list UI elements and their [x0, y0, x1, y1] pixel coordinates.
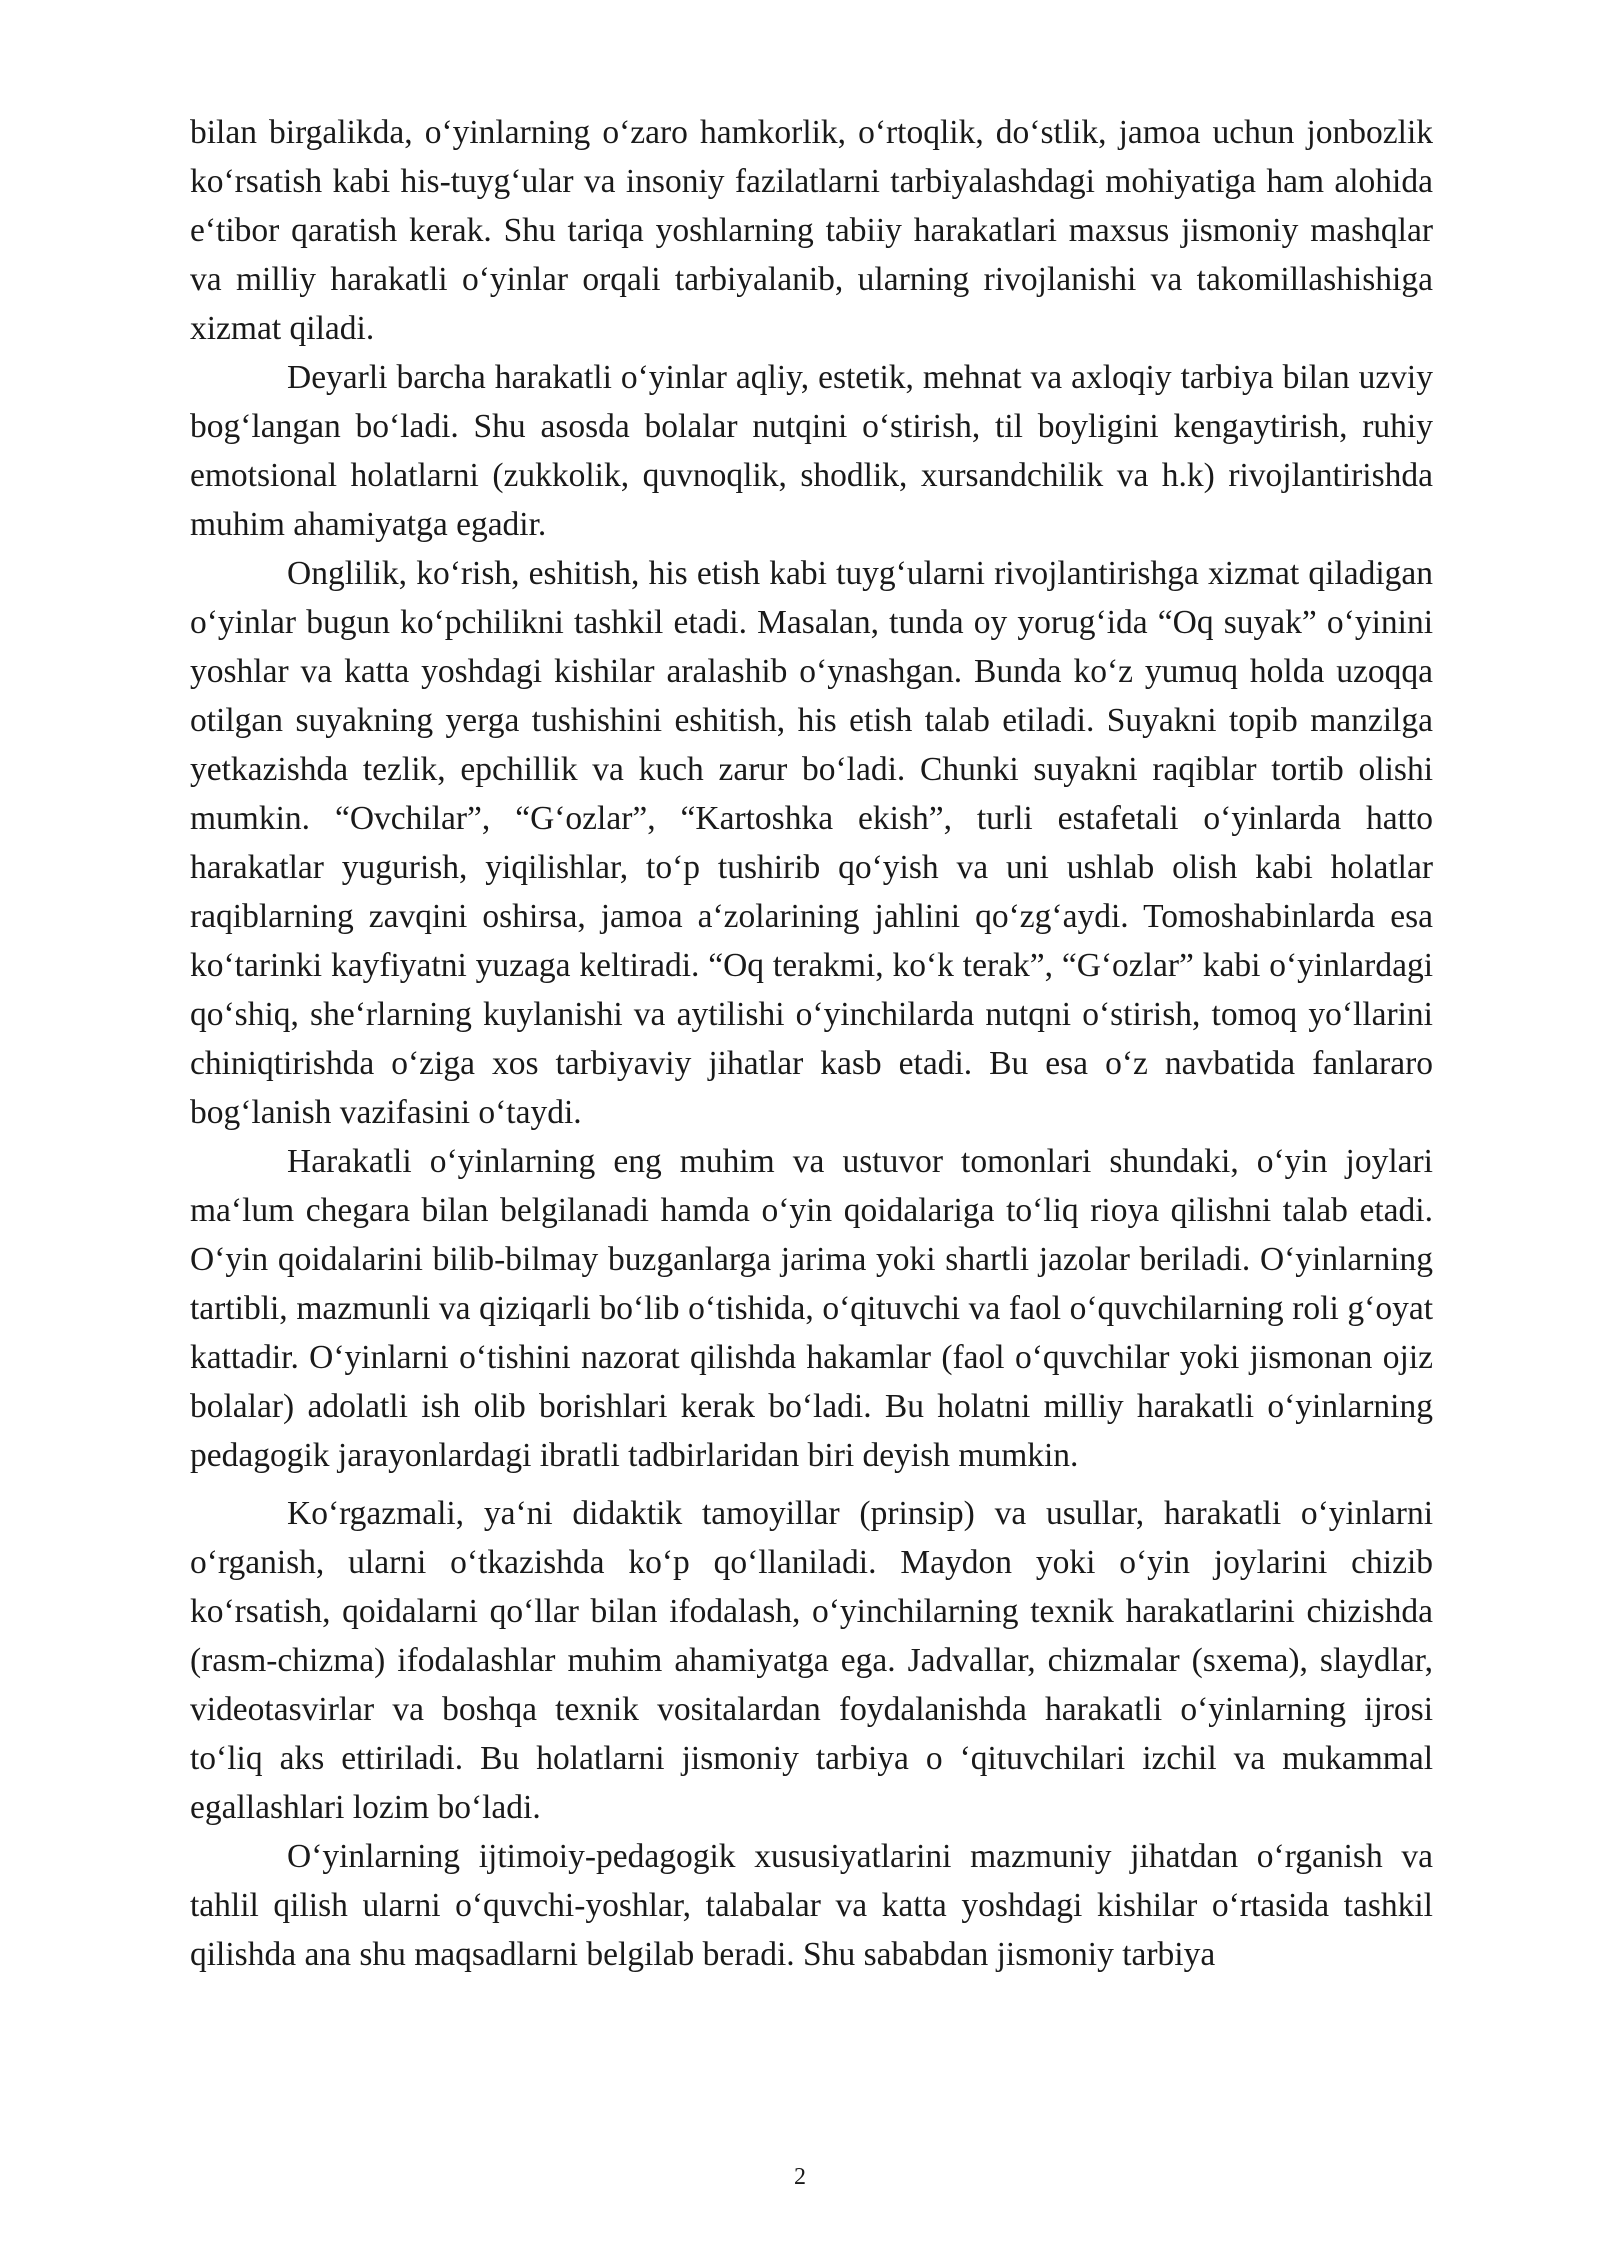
- paragraph-6: O‘yinlarning ijtimoiy-pedagogik xususiyatlarini mazmuniy jihatdan o‘rganish va tahlil qilish ularni o‘quvchi-yoshlar, talabalar va katta yoshdagi kishilar o‘rtasida tashkil qilishda ana shu maqsadlarni belgilab beradi. Shu sababdan jismoniy tarbiya: [190, 1838, 1433, 1973]
- paragraph-2: Deyarli barcha harakatli o‘yinlar aqliy, estetik, mehnat va axloqiy tarbiya bilan uzviy bog‘langan bo‘ladi. Shu asosda bolalar nutqini o‘stirish, til boyligini kengaytirish, ruhiy emotsional holatlarni (zukkolik, quvnoqlik, shodlik, xursandchilik va h.k) rivojlantirishda muhim ahamiyatga egadir.: [190, 359, 1433, 543]
- paragraph-3: Onglilik, ko‘rish, eshitish, his etish kabi tuyg‘ularni rivojlantirishga xizmat qiladigan o‘yinlar bugun ko‘pchilikni tashkil etadi. Masalan, tunda oy yorug‘ida “Oq suyak” o‘yinini yoshlar va katta yoshdagi kishilar aralashib o‘ynashgan. Bunda ko‘z yumuq holda uzoqqa otilgan suyakning yerga tushishini eshitish, his etish talab etiladi. Suyakni topib manzilga yetkazishda tezlik, epchillik va kuch zarur bo‘ladi. Chunki suyakni raqiblar tortib olishi mumkin. “Ovchilar”, “G‘ozlar”, “Kartoshka ekish”, turli estafetali o‘yinlarda hatto harakatlar yugurish, yiqilishlar, to‘p tushirib qo‘yish va uni ushlab olish kabi holatlar raqiblarning zavqini oshirsa, jamoa a‘zolarining jahlini qo‘zg‘aydi. Tomoshabinlarda esa ko‘tarinki kayfiyatni yuzaga keltiradi. “Oq terakmi, ko‘k terak”, “G‘ozlar” kabi o‘yinlardagi qo‘shiq, she‘rlarning kuylanishi va aytilishi o‘yinchilarda nutqni o‘stirish, tomoq yo‘llarini chiniqtirishda o‘ziga xos tarbiyaviy jihatlar kasb etadi. Bu esa o‘z navbatida fanlararo bog‘lanish vazifasini o‘taydi.: [190, 555, 1433, 1131]
- paragraph-4: Harakatli o‘yinlarning eng muhim va ustuvor tomonlari shundaki, o‘yin joylari ma‘lum chegara bilan belgilanadi hamda o‘yin qoidalariga to‘liq rioya qilishni talab etadi. O‘yin qoidalarini bilib-bilmay buzganlarga jarima yoki shartli jazolar beriladi. O‘yinlarning tartibli, mazmunli va qiziqarli bo‘lib o‘tishida, o‘qituvchi va faol o‘quvchilarning roli g‘oyat kattadir. O‘yinlarni o‘tishini nazorat qilishda hakamlar (faol o‘quvchilar yoki jismonan ojiz bolalar) adolatli ish olib borishlari kerak bo‘ladi. Bu holatni milliy harakatli o‘yinlarning pedagogik jarayonlardagi ibratli tadbirlaridan biri deyish mumkin.: [190, 1143, 1433, 1474]
- paragraph-5: Ko‘rgazmali, ya‘ni didaktik tamoyillar (prinsip) va usullar, harakatli o‘yinlarni o‘rganish, ularni o‘tkazishda ko‘p qo‘llaniladi. Maydon yoki o‘yin joylarini chizib ko‘rsatish, qoidalarni qo‘llar bilan ifodalash, o‘yinchilarning texnik harakatlarini chizishda (rasm-chizma) ifodalashlar muhim ahamiyatga ega. Jadvallar, chizmalar (sxema), slaydlar, videotasvirlar va boshqa texnik vositalardan foydalanishda harakatli o‘yinlarning ijrosi to‘liq aks ettiriladi. Bu holatlarni jismoniy tarbiya o ‘qituvchilari izchil va mukammal egallashlari lozim bo‘ladi.: [190, 1495, 1433, 1826]
- paragraph-1: bilan birgalikda, o‘yinlarning o‘zaro hamkorlik, o‘rtoqlik, do‘stlik, jamoa uchun jonbozlik ko‘rsatish kabi his-tuyg‘ular va insoniy fazilatlarni tarbiyalashdagi mohiyatiga ham alohida e‘tibor qaratish kerak. Shu tariqa yoshlarning tabiiy harakatlari maxsus jismoniy mashqlar va milliy harakatli o‘yinlar orqali tarbiyalanib, ularning rivojlanishi va takomillashishiga xizmat qiladi.: [190, 114, 1433, 347]
- document-page: [190, 108, 1433, 1979]
- page-number: 2: [794, 2164, 806, 2190]
